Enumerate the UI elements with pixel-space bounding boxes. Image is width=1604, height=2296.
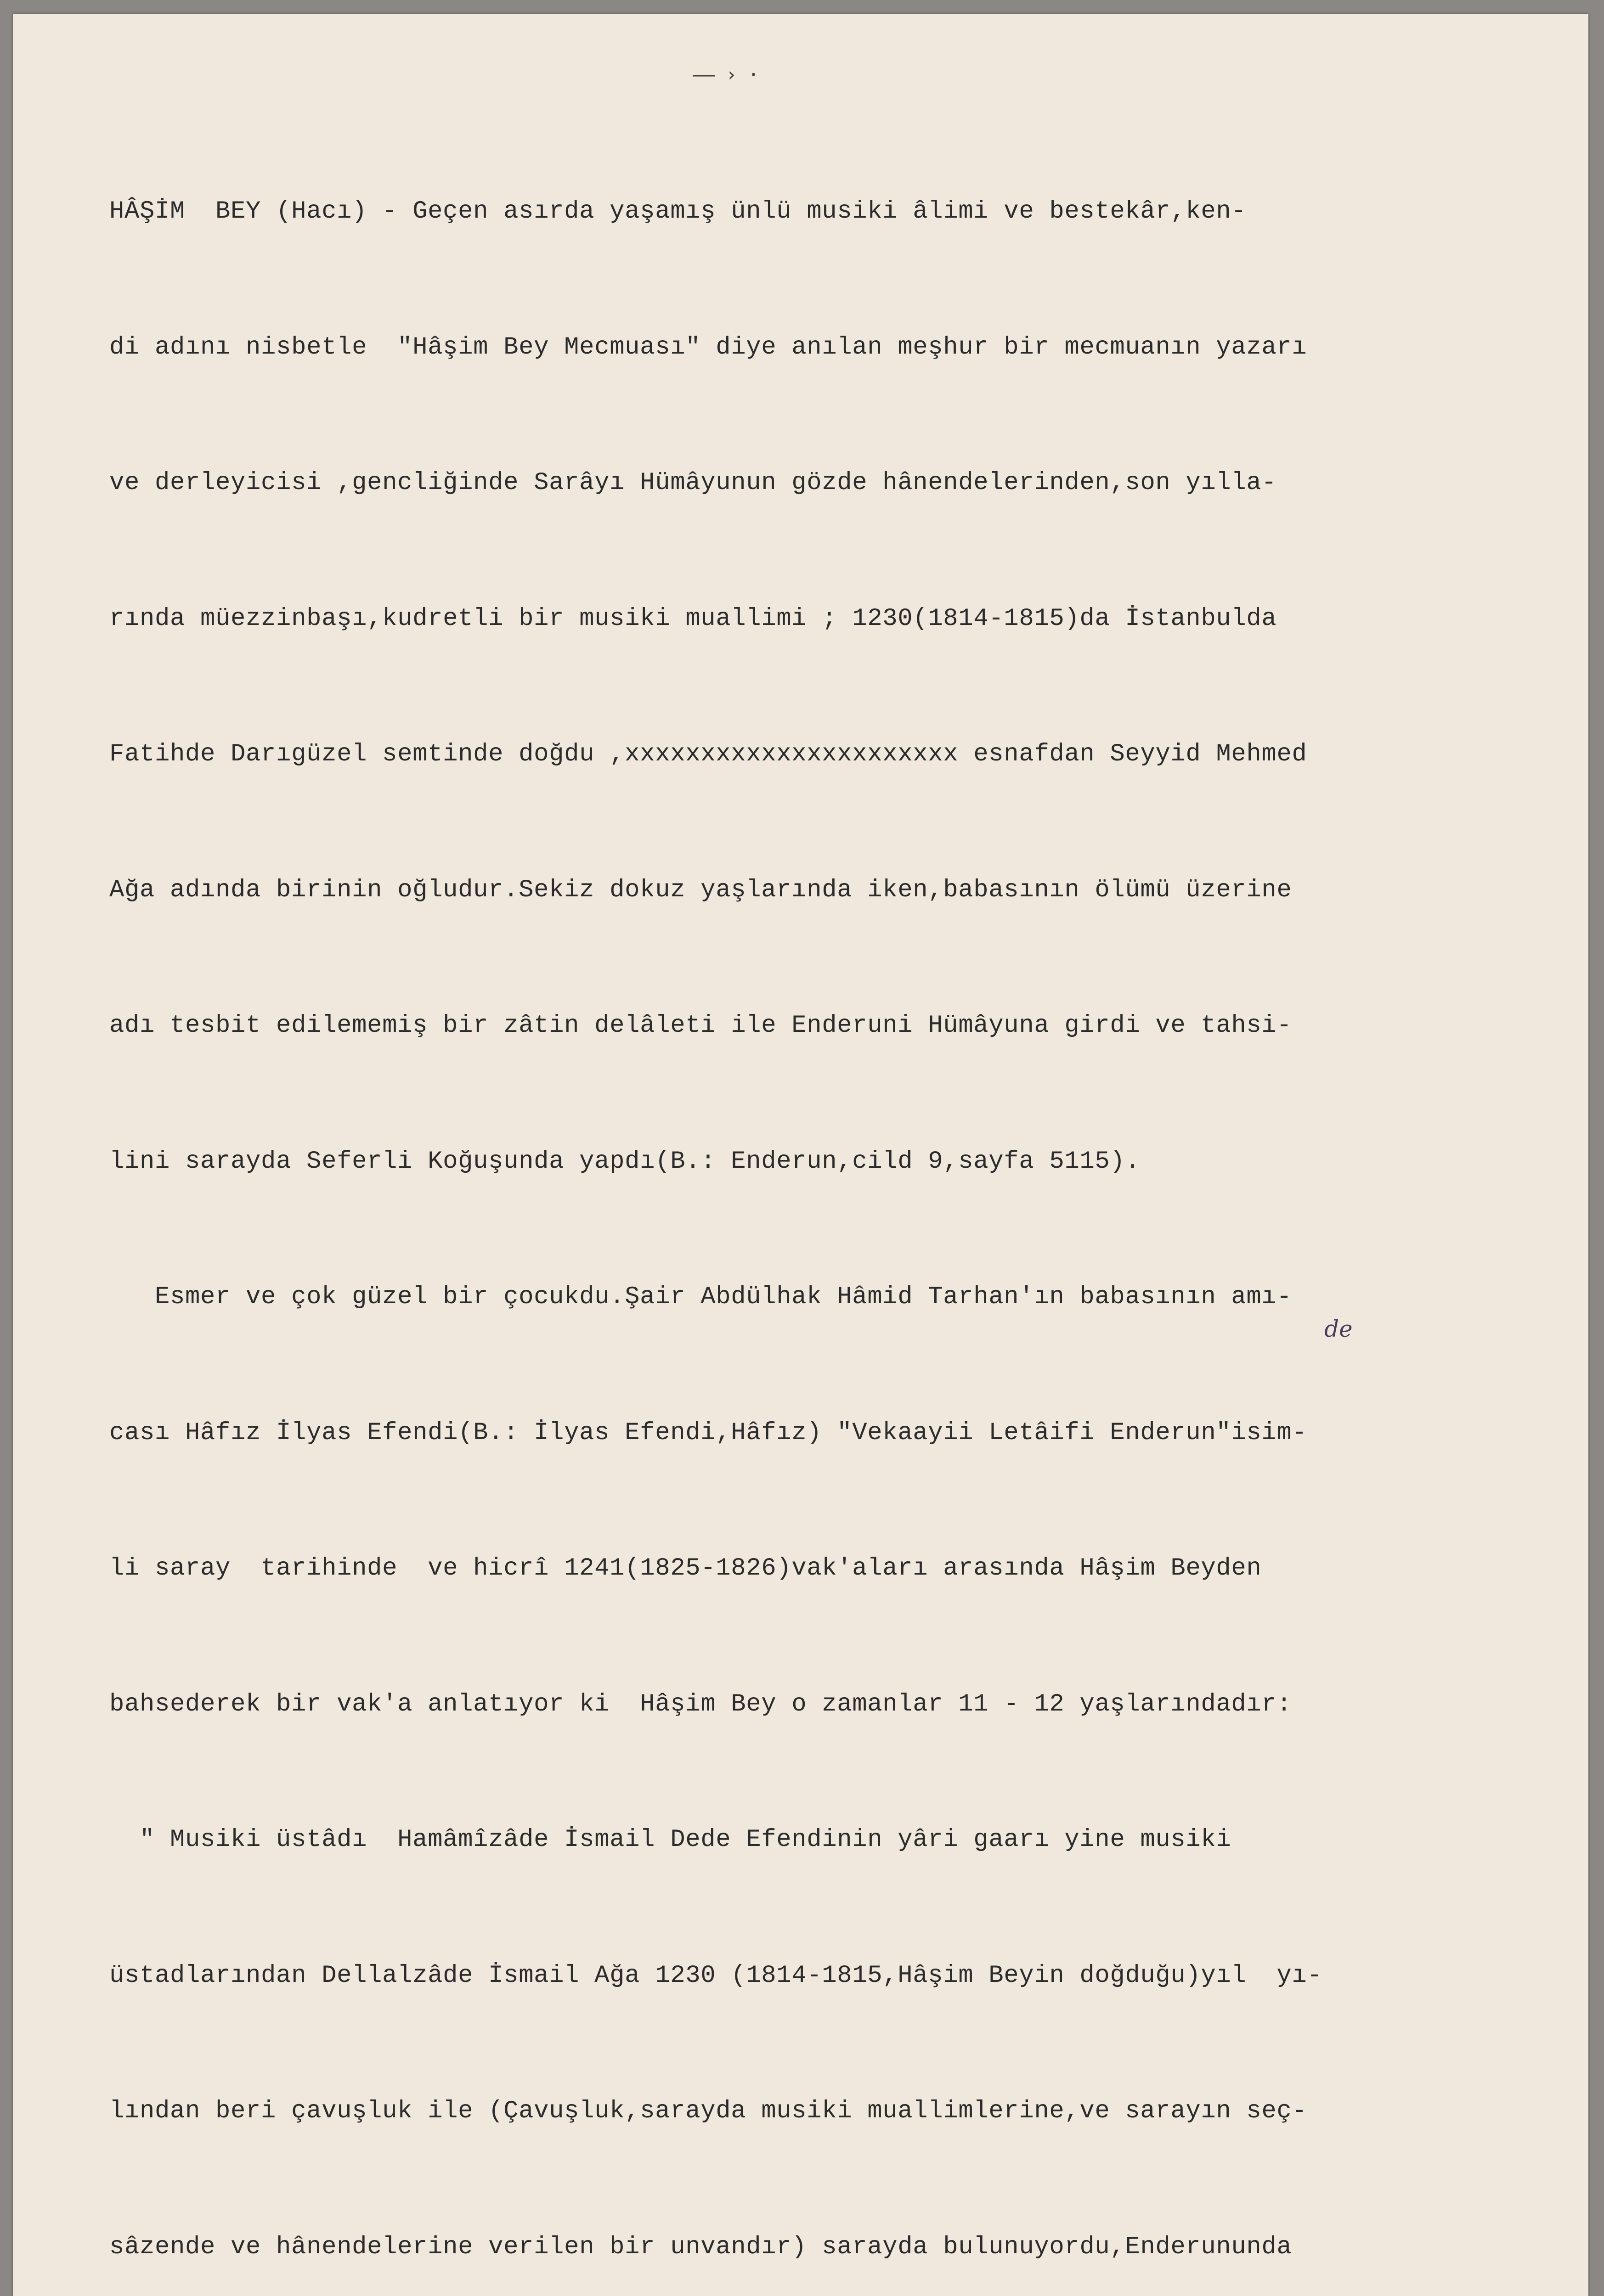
- text-line: di adını nisbetle "Hâşim Bey Mecmuası" diye anılan meşhur bir mecmuanın yazarı: [109, 333, 1307, 361]
- text-line: adı tesbit edilememiş bir zâtin delâleti ile Enderuni Hümâyuna girdi ve tahsi-: [109, 1012, 1292, 1040]
- text-line: bahsederek bir vak'a anlatıyor ki Hâşim Bey o zamanlar 11 - 12 yaşlarındadır:: [109, 1690, 1292, 1718]
- text-line: Esmer ve çok güzel bir çocukdu.Şair Abdülhak Hâmid Tarhan'ın babasının amı-: [109, 1283, 1292, 1311]
- text-line: HÂŞİM BEY (Hacı) - Geçen asırda yaşamış ünlü musiki âlimi ve bestekâr,ken-: [109, 197, 1247, 225]
- header-marks: —— › ·: [693, 64, 759, 85]
- text-line: sâzende ve hânendelerine verilen bir unvandır) sarayda bulunuyordu,Enderununda: [109, 2233, 1292, 2261]
- text-line: cası Hâfız İlyas Efendi(B.: İlyas Efendi,Hâfız) "Vekaayii Letâifi Enderun"isim-: [109, 1418, 1307, 1447]
- body-text: [109, 99, 1542, 2296]
- text-line: üstadlarından Dellalzâde İsmail Ağa 1230 (1814-1815,Hâşim Beyin doğduğu)yıl yı-: [109, 1961, 1322, 1990]
- text-line: lından beri çavuşluk ile (Çavuşluk,sarayda musiki muallimlerine,ve sarayın seç-: [109, 2097, 1307, 2125]
- text-line: " Musiki üstâdı Hamâmîzâde İsmail Dede Efendinin yâri gaarı yine musiki: [109, 1826, 1231, 1854]
- text-line: Fatihde Darıgüzel semtinde doğdu ,xxxxxxxxxxxxxxxxxxxxxx esnafdan Seyyid Mehmed: [109, 740, 1307, 768]
- text-line: Ağa adında birinin oğludur.Sekiz dokuz yaşlarında iken,babasının ölümü üzerine: [109, 876, 1292, 904]
- text-line: rında müezzinbaşı,kudretli bir musiki muallimi ; 1230(1814-1815)da İstanbulda: [109, 604, 1277, 633]
- typewritten-page: [13, 14, 1588, 2296]
- text-line: lini sarayda Seferli Koğuşunda yapdı(B.: Enderun,cild 9,sayfa 5115).: [109, 1147, 1141, 1176]
- text-line: ve derleyicisi ,gencliğinde Sarâyı Hümâyunun gözde hânendelerinden,son yılla-: [109, 469, 1277, 497]
- handwritten-annotation: de: [1324, 1316, 1353, 1342]
- text-line: li saray tarihinde ve hicrî 1241(1825-1826)vak'aları arasında Hâşim Beyden: [109, 1554, 1262, 1582]
